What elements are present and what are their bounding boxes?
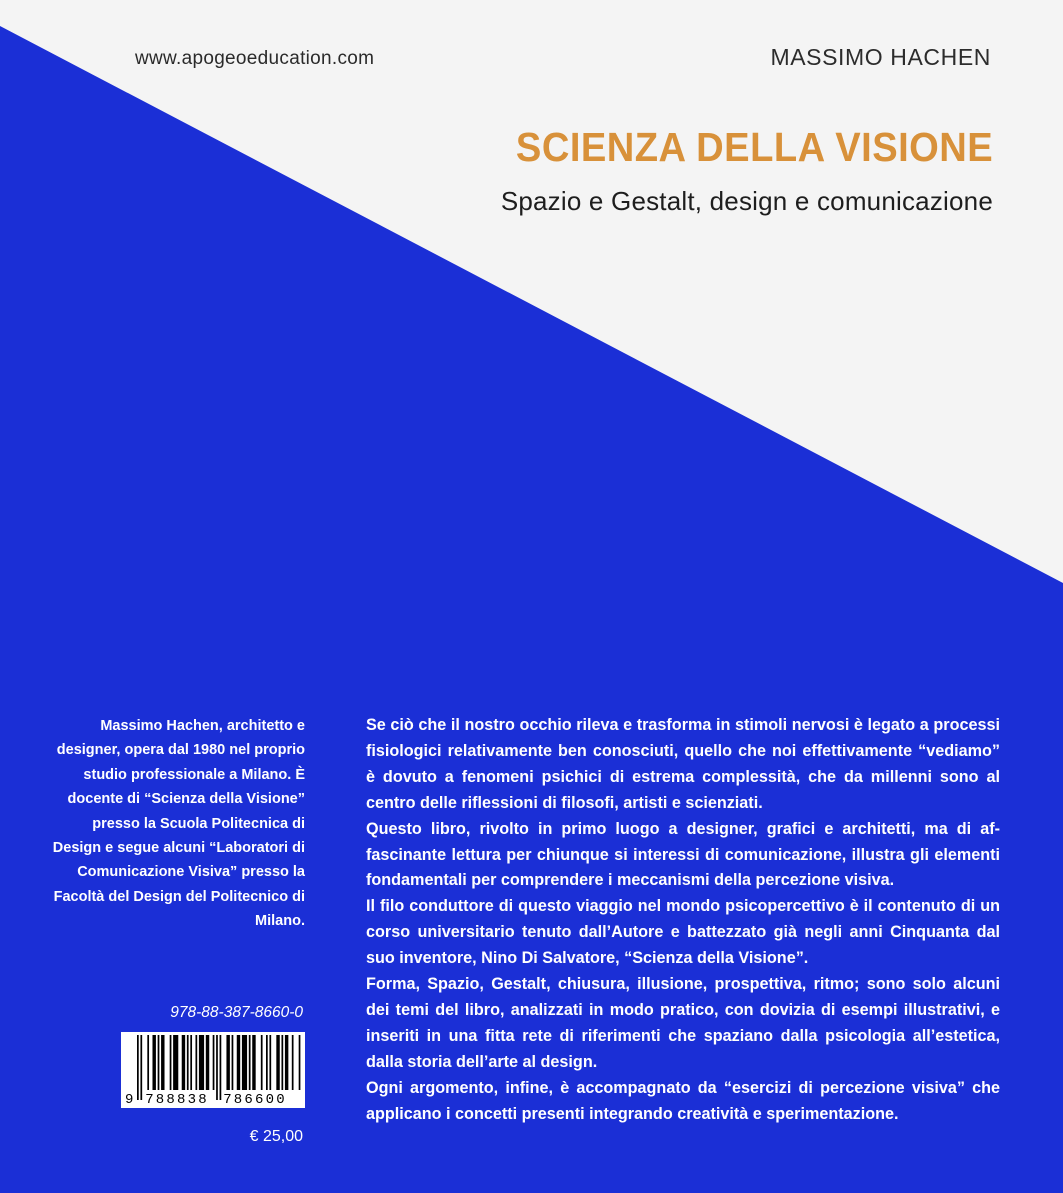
barcode-bar [249,1035,251,1090]
barcode-bar [226,1035,229,1090]
barcode-right-digits: 786600 [223,1092,287,1108]
barcode [121,1032,305,1108]
description-paragraph: Ogni argomento, infine, è accompagnato da “esercizi di percezione visiva” che applicano i concetti presenti integrando creatività e sperimentazione. [366,1078,1000,1123]
barcode-bar [187,1035,189,1090]
barcode-bar [199,1035,204,1090]
author-name: MASSIMO HACHEN [770,44,991,70]
barcode-bars [137,1035,300,1100]
barcode-bar [232,1035,234,1090]
barcode-bar [269,1035,271,1090]
barcode-bar [242,1035,247,1090]
barcode-bar [261,1035,263,1090]
barcode-bar [299,1035,301,1090]
barcode-first-digit: 9 [125,1092,134,1108]
barcode-bar [152,1035,155,1090]
publisher-website: www.apogeoeducation.com [135,48,375,69]
barcode-bar [170,1035,172,1090]
barcode-bar [173,1035,178,1090]
barcode-bar [285,1035,288,1090]
barcode-bar [140,1035,142,1100]
barcode-bar [147,1035,149,1090]
isbn-number: 978-88-387-8660-0 [170,1004,303,1021]
barcode-bar [216,1035,218,1100]
barcode-bar [161,1035,164,1090]
barcode-left-digits: 788838 [145,1092,209,1108]
barcode-bar [137,1035,139,1100]
barcode-bar [266,1035,268,1090]
barcode-bar [220,1035,222,1100]
barcode-bar [237,1035,240,1090]
barcode-bar [206,1035,209,1090]
barcode-bar [158,1035,160,1090]
description-paragraph: Se ciò che il nostro occhio rileva e trasforma in stimoli nervosi è legato a processi fisiologici relativamente ben conosciuti, quello che noi effettivamente “vediamo” è dovuto a fenomeni psichici di estrema complessità, che da millenni sono al centro delle riflessioni di filosofi, artisti e scienziati. [366,716,1000,812]
description-paragraph: Forma, Spazio, Gestalt, chiusura, illusione, prospettiva, ritmo; sono solo alcuni dei temi del libro, analizzati in modo pratico, con dovizia di esempi illustrativi, e inseriti in una fitta rete di riferimenti che spaziano dalla psicologia all’estetica, dalla storia dell’arte al design. [366,975,1000,1071]
author-bio: Massimo Hachen, architetto e designer, opera dal 1980 nel proprio studio professionale a Milano. È docente di “Scienza della Visione” presso la Scuola Politecnica di Design e segue alcuni “Laboratori di Comunicazione Visiva” presso la Facoltà del Design del Politecnico di Milano. [52,718,305,930]
barcode-bar [213,1035,215,1090]
book-description [366,713,1000,1128]
barcode-bar [276,1035,279,1090]
description-paragraph: Il filo conduttore di questo viaggio nel mondo psicopercettivo è il contenuto di un corso universitario tenuto dall’Autore e battezzato già negli anni Cinquanta dal suo inventore, Nino Di Salvatore, “Scienza della Visione”. [366,897,1000,968]
barcode-bar [281,1035,283,1090]
barcode-bar [252,1035,255,1090]
barcode-bar [292,1035,294,1090]
book-title: SCIENZA DELLA VISIONE [515,124,993,170]
description-paragraph: Questo libro, rivolto in primo luogo a designer, grafici e architetti, ma di affascinante lettura per chiunque si interessi di comunicazione, illustra gli elementi fondamentali per comprendere i meccanismi della percezione visiva. [366,819,1000,890]
barcode-bar [195,1035,197,1090]
barcode-bar [190,1035,192,1090]
book-subtitle: Spazio e Gestalt, design e comunicazione [500,186,993,216]
barcode-bar [182,1035,185,1090]
book-price: € 25,00 [249,1128,303,1145]
